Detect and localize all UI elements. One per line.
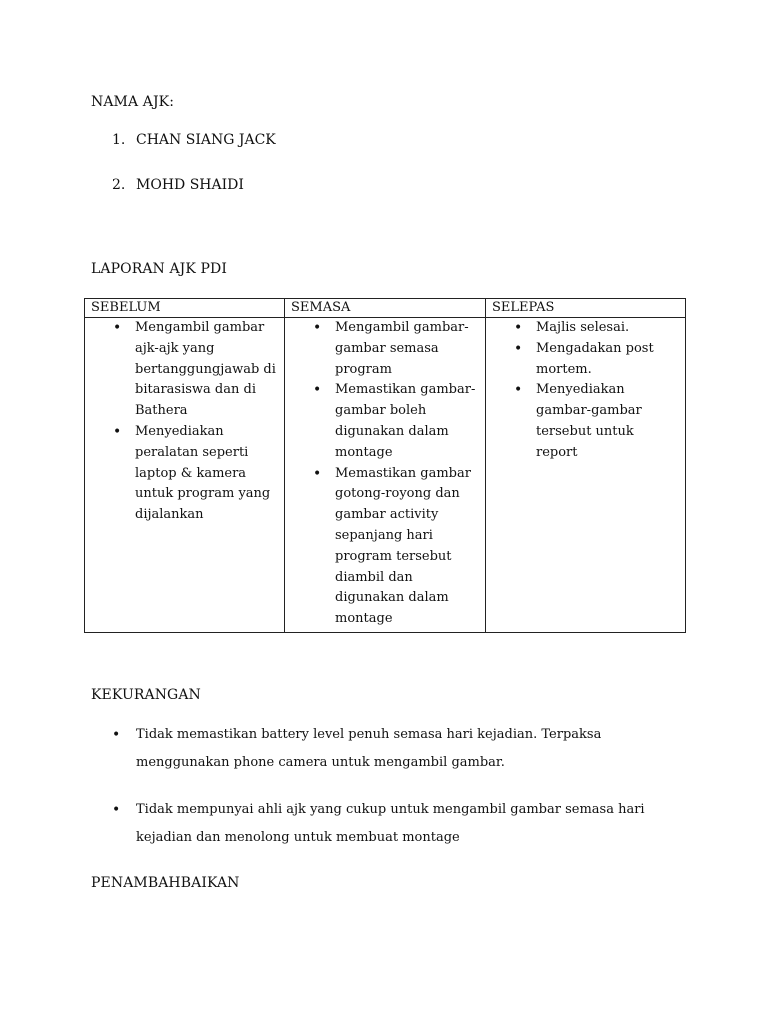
list-item: • Menyediakan gambar-gambar tersebut untuk report bbox=[536, 380, 677, 463]
member-item bbox=[112, 132, 276, 148]
improvement-heading: PENAMBAHBAIKAN bbox=[91, 875, 240, 891]
list-item: • Tidak mempunyai ahli ajk yang cukup untuk mengambil gambar semasa hari kejadian dan menolong untuk membuat montage bbox=[110, 796, 690, 852]
header-sebelum: SEBELUM bbox=[85, 299, 285, 318]
member-number: 2. bbox=[112, 177, 126, 193]
cell-selepas bbox=[486, 318, 686, 633]
weakness-heading: KEKURANGAN bbox=[91, 687, 201, 703]
member-item bbox=[112, 177, 244, 193]
list-item: • Mengambil gambar ajk-ajk yang bertanggungjawab di bitarasiswa dan di Bathera bbox=[135, 318, 280, 422]
report-heading: LAPORAN AJK PDI bbox=[91, 261, 227, 277]
list-item: • Tidak memastikan battery level penuh semasa hari kejadian. Terpaksa menggunakan phone camera untuk mengambil gambar. bbox=[110, 721, 690, 777]
report-table bbox=[84, 298, 686, 633]
member-name: CHAN SIANG JACK bbox=[136, 132, 276, 148]
table-row bbox=[85, 318, 686, 633]
list-item: • Memastikan gambar gotong-royong dan gambar activity sepanjang hari program tersebut diambil dan digunakan dalam montage bbox=[335, 464, 479, 630]
list-item: • Mengambil gambar-gambar semasa program bbox=[335, 318, 479, 380]
list-item: • Memastikan gambar-gambar boleh digunakan dalam montage bbox=[335, 380, 479, 463]
weakness-list bbox=[110, 796, 690, 852]
table-header-row bbox=[85, 299, 686, 318]
cell-semasa bbox=[285, 318, 486, 633]
list-item: • Mengadakan post mortem. bbox=[536, 339, 677, 381]
list-item: • Menyediakan peralatan seperti laptop & kamera untuk program yang dijalankan bbox=[135, 422, 280, 526]
list-item: • Majlis selesai. bbox=[536, 318, 677, 339]
member-name: MOHD SHAIDI bbox=[136, 177, 244, 193]
header-selepas: SELEPAS bbox=[486, 299, 686, 318]
committee-heading: NAMA AJK: bbox=[91, 94, 175, 110]
header-semasa: SEMASA bbox=[285, 299, 486, 318]
cell-sebelum bbox=[85, 318, 285, 633]
member-number: 1. bbox=[112, 132, 126, 148]
weakness-list bbox=[110, 721, 690, 777]
